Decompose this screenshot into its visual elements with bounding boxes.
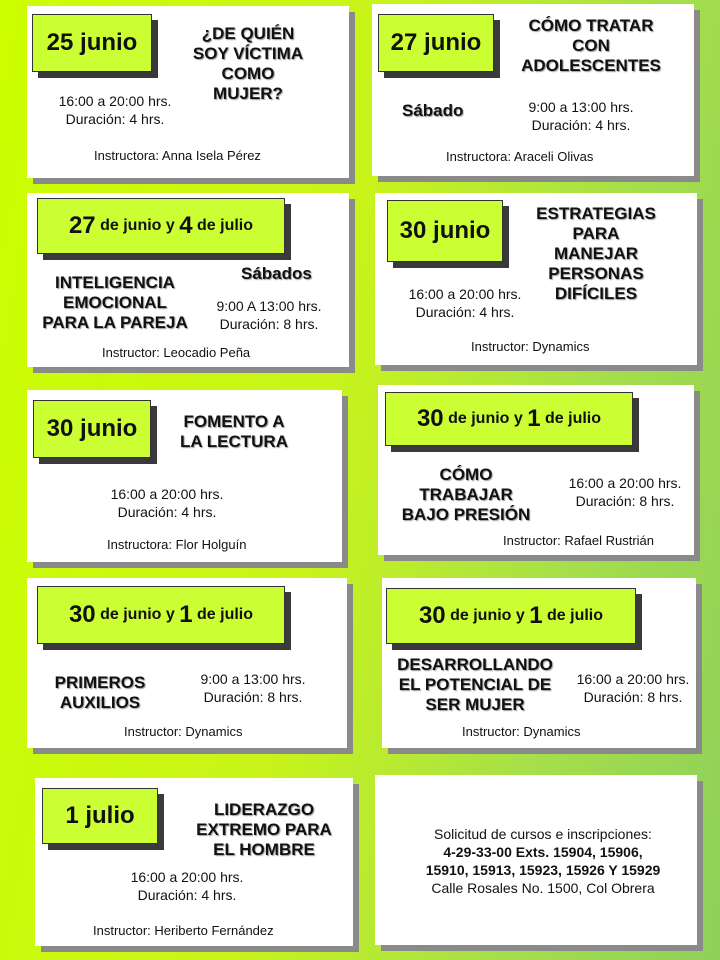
date-text: 30 junio	[46, 415, 138, 442]
date-text: 25 junio	[46, 29, 138, 56]
schedule-1: 16:00 a 20:00 hrs. Duración: 4 hrs.	[58, 93, 172, 127]
date-tag-4	[387, 200, 503, 262]
schedule-2: 9:00 a 13:00 hrs. Duración: 4 hrs.	[528, 99, 634, 133]
date-tag-8: 30 de junio y 1 de julio	[386, 588, 636, 644]
date-tag-6: 30 de junio y 1 de julio	[385, 392, 633, 446]
schedule-8: 16:00 a 20:00 hrs. Duración: 8 hrs.	[576, 671, 690, 705]
course-title-4: ESTRATEGIAS PARA MANEJAR PERSONAS DIFÍCILES	[536, 204, 656, 303]
schedule-7: 9:00 a 13:00 hrs. Duración: 8 hrs.	[200, 671, 306, 705]
date-tag-7: 30 de junio y 1 de julio	[37, 586, 285, 644]
instructor-4: Instructor: Dynamics	[471, 339, 590, 354]
instructor-6: Instructor: Rafael Rustrián	[503, 533, 655, 548]
schedule-9: 16:00 a 20:00 hrs. Duración: 4 hrs.	[130, 869, 244, 903]
date-tag-1	[32, 14, 152, 72]
info-heading: Solicitud de cursos e inscripciones:	[434, 826, 652, 842]
date-tag-2	[378, 14, 494, 72]
day-label-2: Sábado	[402, 101, 464, 120]
instructor-8: Instructor: Dynamics	[462, 724, 581, 739]
instructor-2: Instructora: Araceli Olivas	[446, 149, 594, 164]
date-text: 30 junio	[399, 217, 491, 244]
instructor-9: Instructor: Heriberto Fernández	[93, 923, 274, 938]
course-title-8: DESARROLLANDO EL POTENCIAL DE SER MUJER	[397, 655, 553, 714]
enrollment-info	[388, 825, 698, 897]
schedule-3: 9:00 A 13:00 hrs. Duración: 8 hrs.	[216, 298, 322, 332]
date-text: 1 julio	[65, 802, 135, 829]
info-address: Calle Rosales No. 1500, Col Obrera	[431, 880, 655, 896]
course-title-9: LIDERAZGO EXTREMO PARA EL HOMBRE	[196, 800, 332, 859]
course-title-6: CÓMO TRABAJAR BAJO PRESIÓN	[401, 465, 531, 524]
course-title-7: PRIMEROS AUXILIOS	[54, 673, 146, 712]
course-title-2: CÓMO TRATAR CON ADOLESCENTES	[521, 16, 661, 75]
date-tag-5	[33, 400, 151, 458]
info-phone-2: 15910, 15913, 15923, 15926 Y 15929	[425, 862, 661, 878]
schedule-5: 16:00 a 20:00 hrs. Duración: 4 hrs.	[110, 486, 224, 520]
course-title-1: ¿DE QUIÉN SOY VÍCTIMA COMO MUJER?	[192, 24, 304, 103]
info-phone-1: 4-29-33-00 Exts. 15904, 15906,	[443, 844, 643, 860]
course-title-5: FOMENTO A LA LECTURA	[180, 412, 288, 451]
instructor-3: Instructor: Leocadio Peña	[102, 345, 251, 360]
day-label-3: Sábados	[241, 264, 312, 283]
instructor-7: Instructor: Dynamics	[124, 724, 243, 739]
instructor-5: Instructora: Flor Holguín	[107, 537, 247, 552]
schedule-4: 16:00 a 20:00 hrs. Duración: 4 hrs.	[408, 286, 522, 320]
schedule-6: 16:00 a 20:00 hrs. Duración: 8 hrs.	[568, 475, 682, 509]
date-text: 27 junio	[390, 29, 482, 56]
date-tag-3: 27 de junio y 4 de julio	[37, 198, 285, 254]
course-title-3: INTELIGENCIA EMOCIONAL PARA LA PAREJA	[42, 273, 188, 332]
instructor-1: Instructora: Anna Isela Pérez	[94, 148, 261, 163]
date-tag-9	[42, 788, 158, 844]
